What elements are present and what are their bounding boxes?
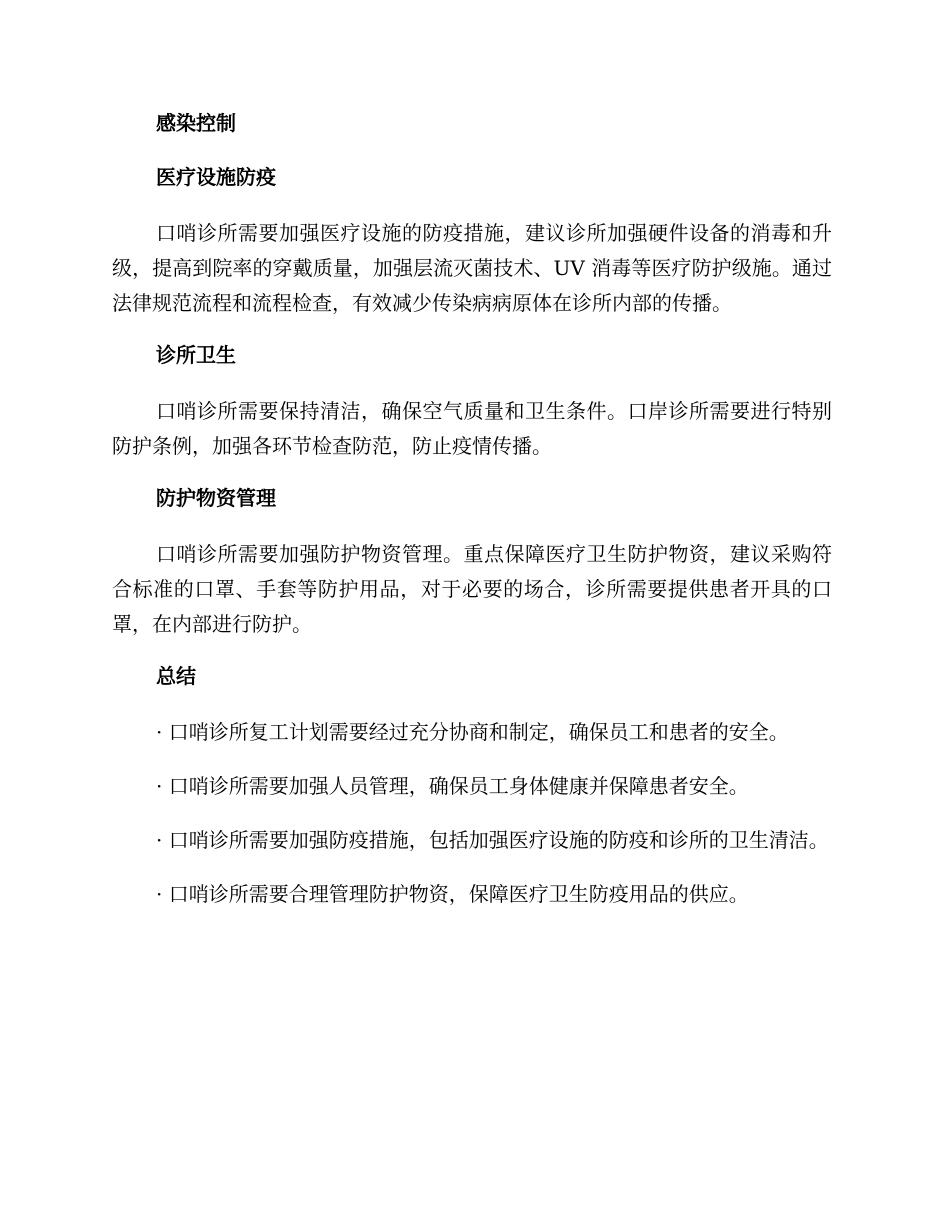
subsection-heading-supplies: 防护物资管理: [156, 486, 276, 510]
subsection-body-supplies: 口哨诊所需要加强防护物资管理。重点保障医疗卫生防护物资，建议采购符合标准的口罩、手套等防护用品，对于必要的场合，诊所需要提供患者开具的口罩，在内部进行防护。: [112, 542, 832, 636]
subsection-body-facilities: 口哨诊所需要加强医疗设施的防疫措施，建议诊所加强硬件设备的消毒和升级，提高到院率的穿戴质量，加强层流灭菌技术、UV 消毒等医疗防护级施。通过法律规范流程和流程检查，有效减少传染病病原体在诊所内部的传播。: [112, 221, 832, 315]
summary-list: [112, 715, 832, 912]
summary-bullet: · 口哨诊所需要加强防疫措施，包括加强医疗设施的防疫和诊所的卫生清洁。: [156, 828, 829, 852]
summary-heading: 总结: [156, 664, 196, 688]
summary-bullet: · 口哨诊所复工计划需要经过充分协商和制定，确保员工和患者的安全。: [156, 720, 789, 744]
subsection-body-hygiene: 口哨诊所需要保持清洁，确保空气质量和卫生条件。口岸诊所需要进行特别防护条例，加强各环节检查防范，防止疫情传播。: [112, 399, 832, 458]
subsection-heading-hygiene: 诊所卫生: [156, 343, 236, 367]
section-title: 感染控制: [156, 111, 236, 135]
summary-bullet: · 口哨诊所需要合理管理防护物资，保障医疗卫生防疫用品的供应。: [156, 882, 749, 906]
document-page: [112, 108, 832, 931]
subsection-heading-facilities: 医疗设施防疫: [156, 165, 276, 189]
summary-bullet: · 口哨诊所需要加强人员管理，确保员工身体健康并保障患者安全。: [156, 774, 749, 798]
